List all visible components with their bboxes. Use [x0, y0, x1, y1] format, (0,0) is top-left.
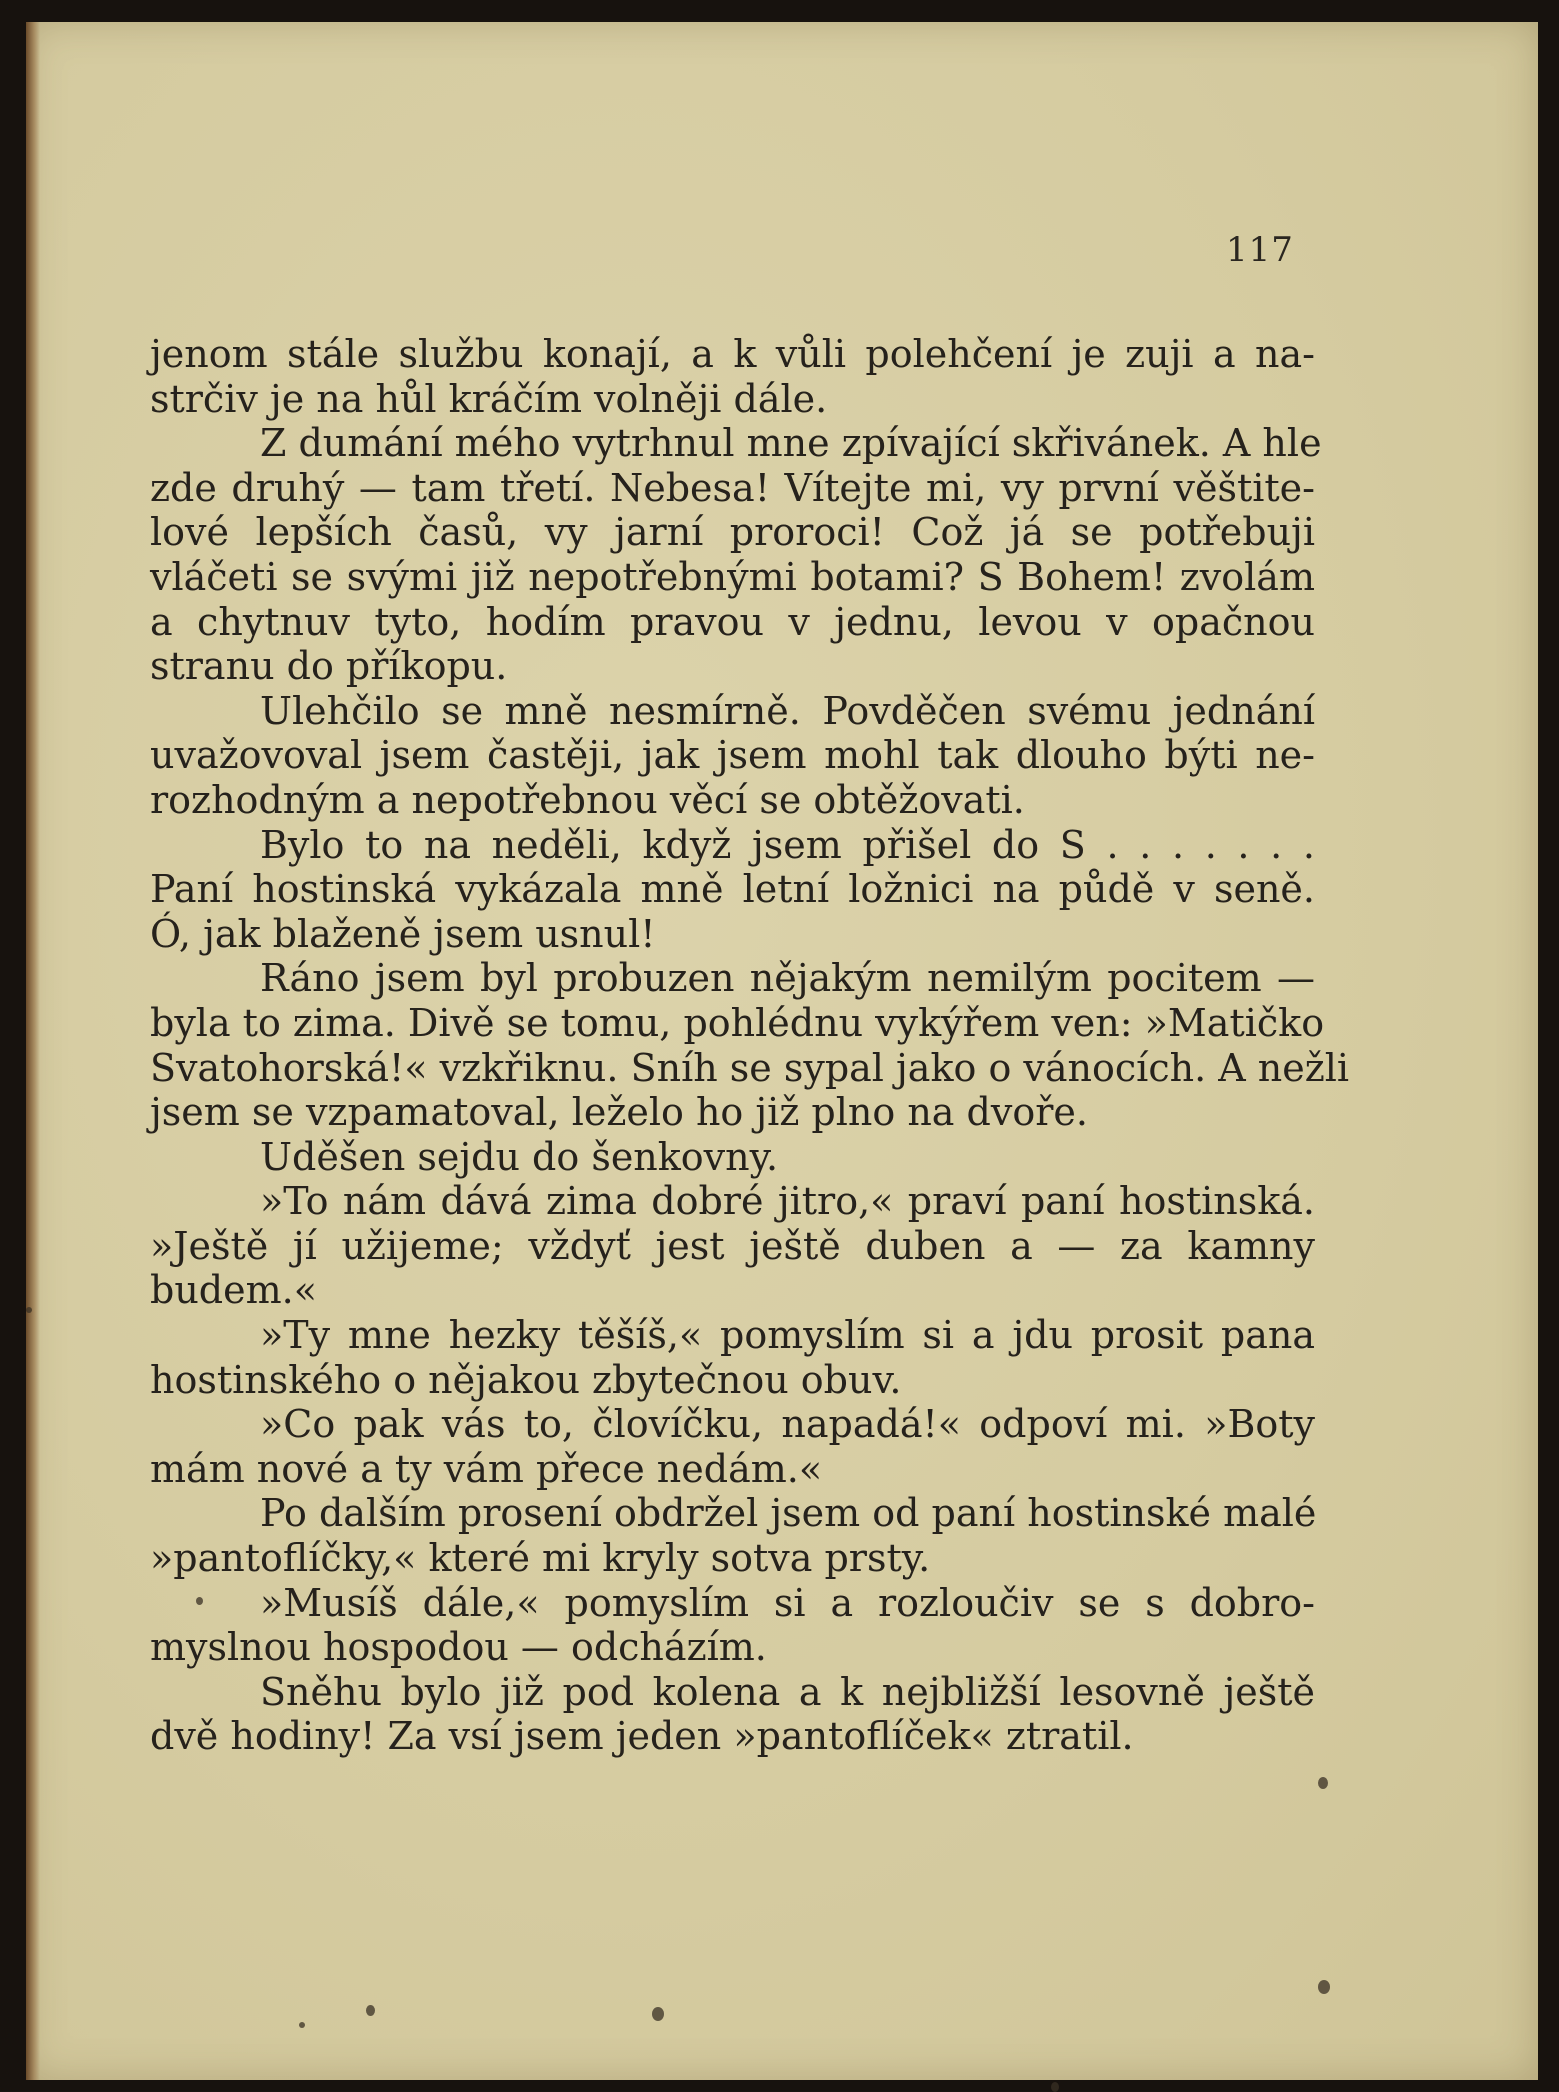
binding-edge: [26, 22, 40, 2080]
paper-speck: [1318, 1980, 1330, 1994]
text-line: byla to zima. Divě se tomu, pohlédnu vykýřem ven: »Matičko: [150, 1000, 1325, 1045]
text-line: uvažovoval jsem častěji, jak jsem mohl tak dlouho býti ne-: [150, 733, 1315, 778]
text-line: a chytnuv tyto, hodím pravou v jednu, levou v opačnou: [150, 599, 1315, 644]
body-text: [150, 332, 1350, 1759]
text-line: mám nové a ty vám přece nedám.«: [150, 1446, 823, 1491]
paper-speck: [196, 1597, 203, 1605]
text-line: myslnou hospodou — odcházím.: [150, 1625, 767, 1670]
text-line: Z dumání mého vytrhnul mne zpívající skřivánek. A hle: [260, 421, 1322, 466]
text-line: »To nám dává zima dobré jitro,« praví paní hostinská.: [260, 1179, 1315, 1224]
text-line: jenom stále službu konají, a k vůli polehčení je zuji a na-: [150, 332, 1315, 376]
paper-speck: [1318, 1777, 1328, 1789]
text-line: Ráno jsem byl probuzen nějakým nemilým pocitem —: [260, 956, 1315, 1001]
text-line: Paní hostinská vykázala mně letní ložnici na půdě v seně.: [150, 867, 1315, 912]
paper-speck: [652, 2007, 664, 2021]
text-line: hostinského o nějakou zbytečnou obuv.: [150, 1357, 902, 1402]
page-number: 117: [1226, 230, 1294, 270]
paper-speck: [299, 2022, 305, 2028]
text-line: stranu do příkopu.: [150, 644, 508, 689]
text-line: Bylo to na neděli, když jsem přišel do S . . . . . . .: [260, 822, 1315, 867]
text-line: »Co pak vás to, človíčku, napadá!« odpoví mi. »Boty: [260, 1402, 1315, 1447]
text-line: strčiv je na hůl kráčím volněji dále.: [150, 376, 828, 421]
book-page: [26, 22, 1538, 2080]
paper-speck: [26, 1307, 32, 1313]
text-line: Ulehčilo se mně nesmírně. Povděčen svému jednání: [260, 688, 1315, 733]
text-line: »Musíš dále,« pomyslím si a rozloučiv se s dobro-: [260, 1580, 1315, 1625]
text-line: dvě hodiny! Za vsí jsem jeden »pantoflíček« ztratil.: [150, 1714, 1134, 1759]
text-line: rozhodným a nepotřebnou věcí se obtěžovati.: [150, 777, 1025, 822]
text-line: Uděšen sejdu do šenkovny.: [260, 1134, 779, 1179]
text-line: »pantoflíčky,« které mi kryly sotva prsty.: [150, 1536, 931, 1581]
text-line: »Ještě jí užijeme; vždyť jest ještě duben a — za kamny: [150, 1223, 1315, 1268]
text-line: budem.«: [150, 1268, 317, 1313]
text-line: lové lepších časů, vy jarní proroci! Což já se potřebuji: [150, 510, 1315, 555]
text-line: vláčeti se svými již nepotřebnými botami? S Bohem! zvolám: [150, 554, 1315, 599]
text-line: Sněhu bylo již pod kolena a k nejbližší lesovně ještě: [260, 1669, 1315, 1714]
text-line: Svatohorská!« vzkřiknu. Sníh se sypal jako o vánocích. A nežli: [150, 1045, 1350, 1090]
text-line: Ó, jak blaženě jsem usnul!: [150, 911, 656, 956]
text-line: Po dalším prosení obdržel jsem od paní hostinské malé: [260, 1491, 1317, 1536]
paper-speck: [366, 2005, 375, 2016]
text-line: jsem se vzpamatoval, leželo ho již plno na dvoře.: [150, 1090, 1088, 1135]
text-line: zde druhý — tam třetí. Nebesa! Vítejte mi, vy první věštite-: [150, 465, 1315, 510]
text-line: »Ty mne hezky těšíš,« pomyslím si a jdu prosit pana: [260, 1313, 1315, 1358]
